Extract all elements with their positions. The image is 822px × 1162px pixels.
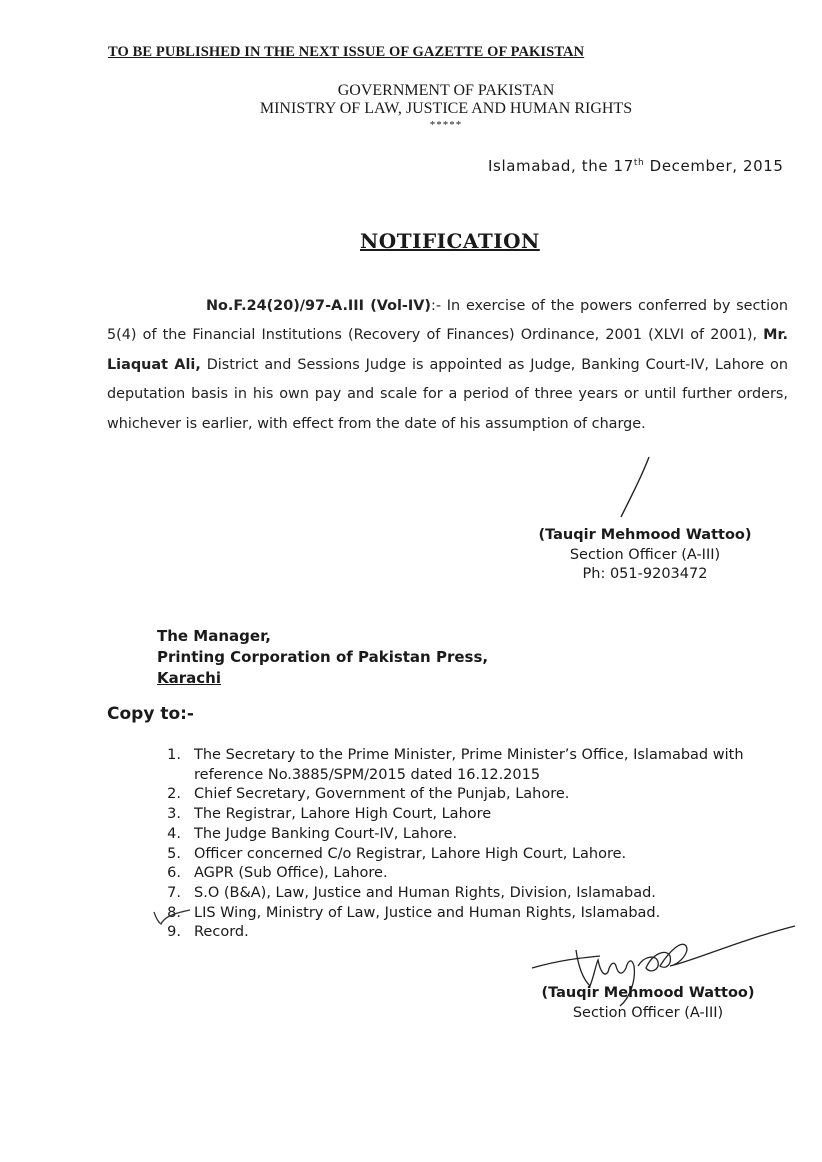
list-item-number: 6 . [165, 864, 181, 884]
addressee-line-1: The Manager, [157, 627, 271, 645]
list-item-text: Officer concerned C/o Registrar, Lahore High Court, Lahore. [194, 845, 627, 862]
addressee-line-3: Karachi [157, 669, 221, 687]
signature-block-2 [525, 984, 771, 1023]
list-item-text: LIS Wing, Ministry of Law, Justice and Human Rights, Islamabad. [194, 904, 661, 921]
signature-stroke-icon [615, 455, 655, 520]
list-item-number: 1 . [165, 746, 181, 766]
reference-number: No.F.24(20)/97-A.III (Vol-IV) [206, 298, 431, 314]
signatory-designation: Section Officer (A-III) [572, 1004, 724, 1021]
copy-to-list [165, 746, 744, 943]
handwritten-tick-icon [152, 904, 192, 928]
list-item [165, 884, 744, 904]
list-item [165, 746, 744, 785]
signatory-phone: Ph: 051-9203472 [582, 566, 708, 582]
signature-block-1 [520, 526, 770, 585]
signatory-designation: Section Officer (A-III) [569, 546, 721, 563]
place-date-prefix: Islamabad, the 17 [488, 157, 634, 175]
notification-title: NOTIFICATION [360, 229, 540, 253]
list-item-text-continued: reference No.3885/SPM/2015 dated 16.12.2015 [194, 766, 541, 783]
place-date-ordinal: th [633, 158, 645, 168]
list-item [165, 825, 744, 845]
list-item-number: 3 . [165, 805, 181, 825]
list-item-text: S.O (B&A), Law, Justice and Human Rights, Division, Islamabad. [194, 884, 656, 901]
signatory-name: (Tauqir Mehmood Wattoo) [541, 985, 755, 1001]
list-item-number: 8 . [165, 904, 181, 924]
copy-to-heading: Copy to:- [107, 704, 194, 724]
notification-body [107, 292, 788, 439]
heading-separator: ***** [429, 119, 463, 131]
list-item-text: Chief Secretary, Government of the Punjab, Lahore. [194, 786, 570, 803]
government-heading: GOVERNMENT OF PAKISTAN [337, 82, 555, 99]
body-text-1: :- In exercise of the powers conferred by section 5(4) of the Financial Institutions (Recovery of Finances) Ordinance, 2001 (XLVI of 2001), [107, 298, 788, 344]
signatory-name: (Tauqir Mehmood Wattoo) [538, 527, 752, 543]
list-item-text: AGPR (Sub Office), Lahore. [194, 865, 388, 882]
list-item [165, 805, 744, 825]
addressee-block [157, 626, 488, 689]
body-text-2: District and Sessions Judge is appointed as Judge, Banking Court-IV, Lahore on deputation basis in his own pay and scale for a period of three years or until further orders, whichever is earlier, with effect from the date of his assumption of charge. [107, 356, 788, 432]
list-item [165, 845, 744, 865]
list-item-text: Record. [194, 924, 249, 941]
list-item-number: 9 . [165, 923, 181, 943]
list-item-text: The Secretary to the Prime Minister, Prime Minister’s Office, Islamabad with [194, 747, 744, 763]
place-date [488, 157, 784, 175]
list-item-number: 7 . [165, 884, 181, 904]
list-item [165, 785, 744, 805]
addressee-line-2: Printing Corporation of Pakistan Press, [157, 648, 489, 666]
appointee-name: Mr. Liaquat Ali, [107, 327, 788, 373]
gazette-notice: TO BE PUBLISHED IN THE NEXT ISSUE OF GAZETTE OF PAKISTAN [108, 44, 585, 60]
list-item-number: 5 . [165, 845, 181, 865]
ministry-heading: MINISTRY OF LAW, JUSTICE AND HUMAN RIGHTS [259, 100, 633, 117]
list-item-number: 2 . [165, 785, 181, 805]
list-item-number: 4 . [165, 825, 181, 845]
place-date-suffix: December, 2015 [644, 157, 784, 175]
list-item-text: The Registrar, Lahore High Court, Lahore [194, 806, 492, 823]
list-item [165, 864, 744, 884]
list-item-text: The Judge Banking Court-IV, Lahore. [194, 825, 458, 842]
